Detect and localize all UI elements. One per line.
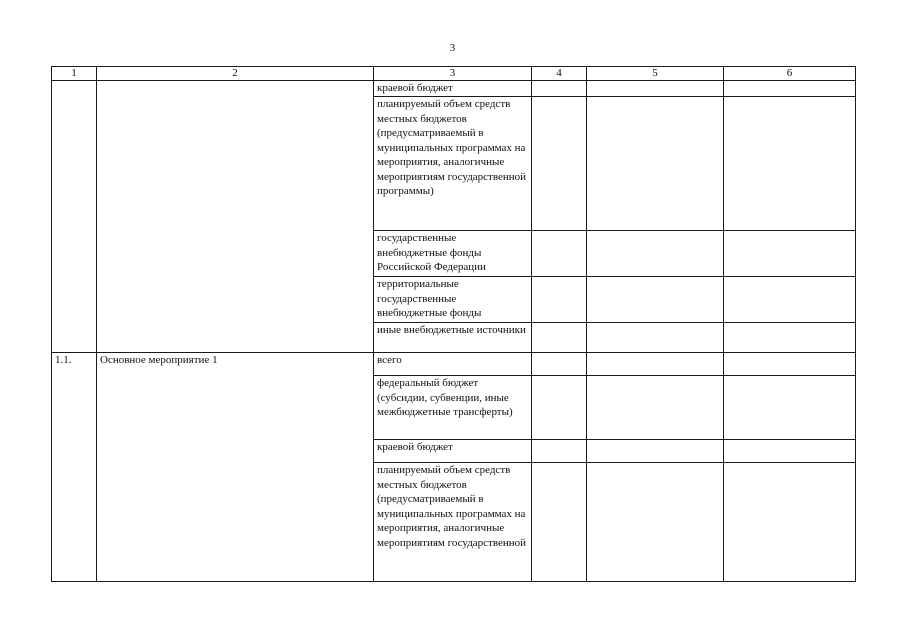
value-cell bbox=[587, 231, 724, 277]
source-cell: территориальные государственные внебюджетные фонды bbox=[374, 277, 532, 323]
value-cell bbox=[532, 440, 587, 463]
header-cell-5: 5 bbox=[587, 67, 724, 81]
header-cell-3: 3 bbox=[374, 67, 532, 81]
value-cell bbox=[532, 81, 587, 97]
source-cell: планируемый объем средств местных бюджетов (предусматриваемый в муниципальных программах на мероприятия, аналогичные мероприятиям государственной программы) bbox=[374, 97, 532, 231]
source-cell: государственные внебюджетные фонды Российской Федерации bbox=[374, 231, 532, 277]
value-cell bbox=[587, 353, 724, 376]
value-cell bbox=[724, 440, 856, 463]
value-cell bbox=[587, 440, 724, 463]
budget-table bbox=[51, 66, 856, 582]
value-cell bbox=[724, 231, 856, 277]
header-cell-1: 1 bbox=[52, 67, 97, 81]
row-number-cell bbox=[52, 81, 97, 353]
source-cell: всего bbox=[374, 353, 532, 376]
value-cell bbox=[587, 463, 724, 582]
table-row bbox=[52, 353, 856, 376]
value-cell bbox=[587, 97, 724, 231]
value-cell bbox=[587, 81, 724, 97]
row-name-cell bbox=[97, 81, 374, 353]
value-cell bbox=[724, 353, 856, 376]
source-cell: планируемый объем средств местных бюджетов (предусматриваемый в муниципальных программах на мероприятия, аналогичные мероприятиям государственной bbox=[374, 463, 532, 582]
value-cell bbox=[587, 323, 724, 353]
value-cell bbox=[532, 231, 587, 277]
value-cell bbox=[724, 323, 856, 353]
value-cell bbox=[532, 277, 587, 323]
table-header-row bbox=[52, 67, 856, 81]
source-cell: краевой бюджет bbox=[374, 440, 532, 463]
header-cell-4: 4 bbox=[532, 67, 587, 81]
item-number-cell: 1.1. bbox=[52, 353, 97, 582]
table-row bbox=[52, 81, 856, 97]
header-cell-2: 2 bbox=[97, 67, 374, 81]
value-cell bbox=[532, 97, 587, 231]
value-cell bbox=[587, 376, 724, 440]
source-cell: федеральный бюджет (субсидии, субвенции, иные межбюджетные трансферты) bbox=[374, 376, 532, 440]
value-cell bbox=[532, 353, 587, 376]
source-cell: краевой бюджет bbox=[374, 81, 532, 97]
page-number: 3 bbox=[449, 42, 456, 54]
value-cell bbox=[587, 277, 724, 323]
source-cell: иные внебюджетные источники bbox=[374, 323, 532, 353]
value-cell bbox=[724, 97, 856, 231]
value-cell bbox=[724, 463, 856, 582]
value-cell bbox=[724, 81, 856, 97]
header-cell-6: 6 bbox=[724, 67, 856, 81]
value-cell bbox=[724, 277, 856, 323]
value-cell bbox=[532, 376, 587, 440]
value-cell bbox=[532, 463, 587, 582]
value-cell bbox=[724, 376, 856, 440]
value-cell bbox=[532, 323, 587, 353]
item-name-cell: Основное мероприятие 1 bbox=[97, 353, 374, 582]
